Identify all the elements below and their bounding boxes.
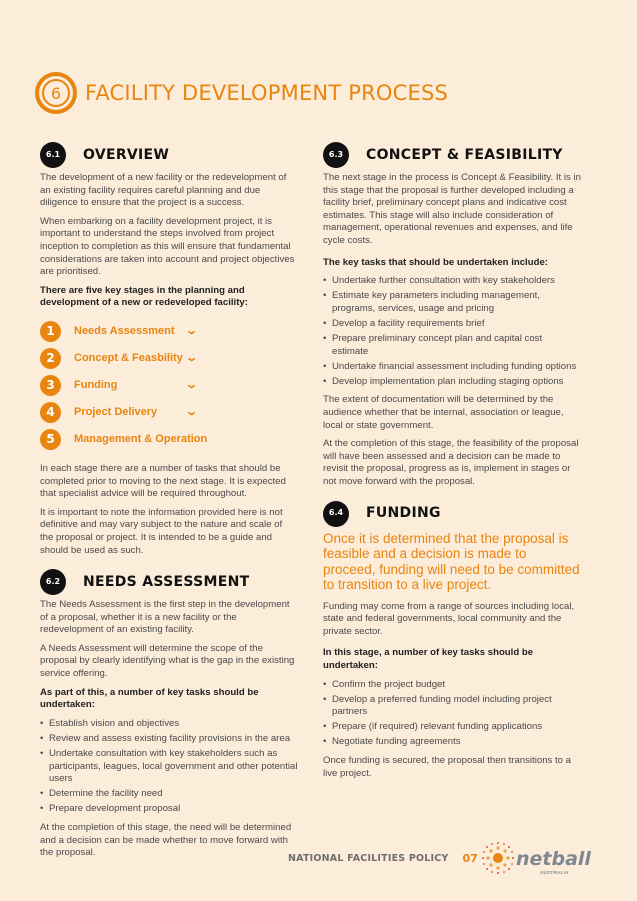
list-item: • Develop a facility requirements brief — [323, 318, 581, 331]
tasks-intro: The key tasks that should be undertaken include: — [323, 256, 548, 268]
lead-paragraph: Once it is determined that the proposal is feasible and a decision is made to proceed, funding will need to be committed to transition to a live project. — [323, 530, 580, 593]
tasks-intro: In this stage, a number of key tasks should be undertaken: — [323, 647, 534, 671]
stage-item-concept-feasibility[interactable] — [40, 345, 298, 372]
stage-label: Project Delivery — [74, 406, 158, 419]
section-title: OVERVIEW — [83, 146, 170, 163]
stage-number: 4 — [40, 402, 61, 423]
list-item: • Undertake consultation with key stakeholders such as participants, leagues, local government and other potential users — [40, 748, 298, 786]
paragraph: At the completion of this stage, the feasibility of the proposal will have been assessed and a decision can be made to revisit the proposal, progress as is, implement in stages or not move forward with the proposal. — [323, 438, 579, 487]
stage-item-needs-assessment[interactable] — [40, 318, 298, 345]
stage-label: Management & Operation — [74, 433, 208, 446]
left-column — [40, 142, 298, 866]
section-title: NEEDS ASSESSMENT — [83, 573, 250, 590]
list-item: • Prepare preliminary concept plan and capital cost estimate — [323, 333, 581, 358]
list-item: • Determine the facility need — [40, 788, 298, 801]
footer-title: NATIONAL FACILITIES POLICY — [288, 853, 449, 864]
list-item: • Prepare (if required) relevant funding applications — [323, 721, 581, 734]
section-header-overview — [40, 142, 298, 168]
list-item: • Prepare development proposal — [40, 803, 298, 816]
page-title: FACILITY DEVELOPMENT PROCESS — [85, 81, 449, 105]
section-header-needs-assessment — [40, 569, 298, 595]
list-item: • Confirm the project budget — [323, 679, 581, 692]
funding-task-list — [323, 679, 581, 749]
list-item: • Establish vision and objectives — [40, 718, 298, 731]
list-item: • Undertake further consultation with key stakeholders — [323, 275, 581, 288]
paragraph: The Needs Assessment is the first step in the development of a proposal, whether it is a new facility or the redevelopment of an existing facility. — [40, 599, 290, 636]
needs-task-list — [40, 718, 298, 816]
chevron-down-icon[interactable]: ⌄ — [185, 352, 199, 365]
section-number-badge: 6.2 — [40, 569, 66, 595]
stage-item-funding[interactable] — [40, 372, 298, 399]
sunburst-logo-icon — [480, 840, 516, 876]
chapter-number: 6 — [42, 79, 70, 107]
chevron-down-icon[interactable]: ⌄ — [185, 406, 199, 419]
right-column — [323, 142, 581, 786]
section-number-badge: 6.1 — [40, 142, 66, 168]
stage-item-project-delivery[interactable] — [40, 399, 298, 426]
page-header — [35, 72, 448, 114]
paragraph: It is important to note the information provided here is not definitive and may vary subject to the nature and scale of the proposal or project. It is intended to be a guide and should be used as such. — [40, 506, 283, 556]
logo-wordmark: netball — [516, 848, 591, 870]
tasks-intro: As part of this, a number of key tasks should be undertaken: — [40, 686, 259, 711]
list-item: • Estimate key parameters including management, programs, services, usage and pricing — [323, 290, 581, 315]
stage-label: Needs Assessment — [74, 325, 175, 338]
netball-australia-logo — [480, 840, 590, 880]
paragraph: The development of a new facility or the redevelopment of an existing facility requires careful planning and due diligence to ensure that the project is a success. — [40, 172, 287, 209]
list-item: • Develop a preferred funding model including project partners — [323, 694, 581, 719]
list-item: • Develop implementation plan including staging options — [323, 376, 581, 389]
paragraph: Once funding is secured, the proposal then transitions to a live project. — [323, 755, 571, 779]
section-number-badge: 6.3 — [323, 142, 349, 168]
paragraph: In each stage there are a number of tasks that should be completed prior to moving to the next stage. It is expected that specialist advice will be required throughout. — [40, 462, 286, 500]
list-item: • Review and assess existing facility provisions in the area — [40, 733, 298, 746]
section-number-badge: 6.4 — [323, 501, 349, 527]
stage-item-management-operation[interactable] — [40, 426, 298, 453]
page-number: 07 — [462, 852, 478, 865]
chevron-down-icon[interactable]: ⌄ — [185, 325, 199, 338]
stage-number: 2 — [40, 348, 61, 369]
concept-task-list — [323, 275, 581, 388]
section-header-concept-feasibility — [323, 142, 581, 168]
list-item: • Undertake financial assessment including funding options — [323, 361, 581, 374]
section-title: CONCEPT & FEASIBILITY — [366, 146, 563, 163]
stage-number: 1 — [40, 321, 61, 342]
chapter-badge — [35, 72, 77, 114]
paragraph: The extent of documentation will be determined by the audience whether that be internal, association or league, local or state government. — [323, 394, 564, 431]
section-title: FUNDING — [366, 505, 441, 522]
stage-label: Funding — [74, 379, 118, 392]
paragraph: When embarking on a facility development project, it is important to understand the steps involved from project inception to completion as this will ensure that fundamental considerations are taken into account and project objectives are prioritised. — [40, 215, 295, 278]
paragraph: At the completion of this stage, the need will be determined and a decision can be made whether to move forward with the proposal. — [40, 822, 292, 859]
stages-list — [40, 318, 298, 453]
paragraph: Funding may come from a range of sources including local, state and federal governments, local community and the private sector. — [323, 600, 575, 637]
chevron-down-icon[interactable]: ⌄ — [185, 379, 199, 392]
footer — [288, 852, 478, 865]
stages-intro: There are five key stages in the planning and development of a new or redeveloped facility: — [40, 284, 248, 309]
paragraph: A Needs Assessment will determine the scope of the proposal by clearly identifying what is the gap in the existing service offering. — [40, 642, 295, 680]
section-header-funding — [323, 501, 581, 527]
logo-subtitle: AUSTRALIA — [540, 870, 569, 875]
list-item: • Negotiate funding agreements — [323, 736, 581, 749]
stage-label: Concept & Feasbility — [74, 352, 183, 365]
stage-number: 5 — [40, 429, 61, 450]
stage-number: 3 — [40, 375, 61, 396]
paragraph: The next stage in the process is Concept & Feasibility. It is in this stage that the proposal is further developed including a facility brief, preliminary concept plans and indicative cost estimates. This stage will also include consideration of management, operational revenues and expenses, and life cycle costs. — [323, 172, 581, 246]
